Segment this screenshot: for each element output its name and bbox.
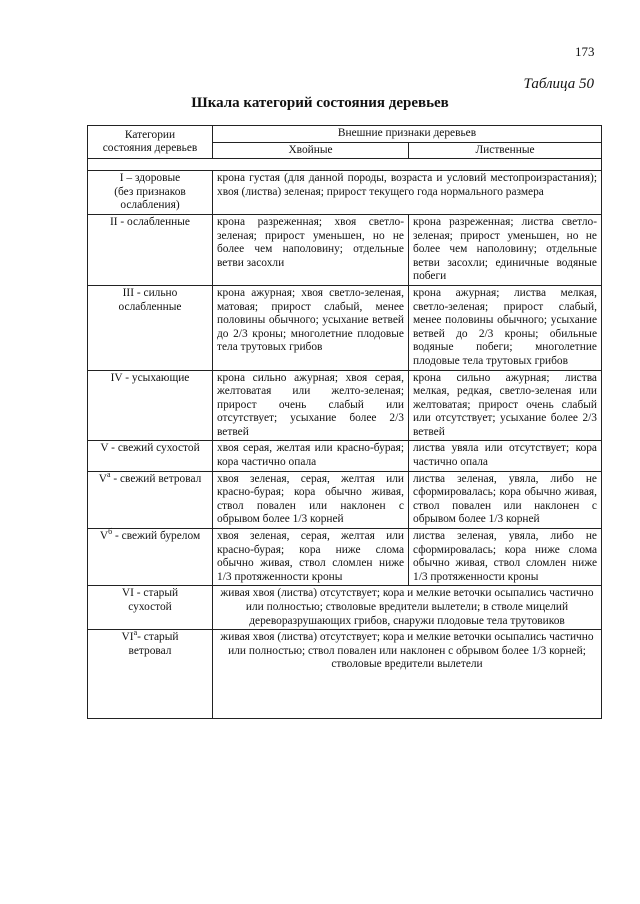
header-category-line1: Категории [124,128,176,141]
table-row [88,471,602,528]
header-conifers: Хвойные [213,142,409,159]
table-row [88,630,602,719]
header-category [88,126,213,159]
table-row [88,370,602,441]
header-signs: Внешние признаки деревьев [213,126,602,143]
conifer-cell: крона ажурная; хвоя светло-зеленая, матовая; прирост слабый, менее половины обычного; усыхание ветвей до 2/3 кроны; многолетние плодовые тела трутовых грибов [213,285,409,370]
category-line: VI - старый [121,587,179,600]
table-row [88,214,602,285]
deciduous-cell: крона разреженная; листва светло-зеленая; прирост уменьшен, но не более чем наполовину; отдельные ветви засохли; единичные водяные побеги [409,214,602,285]
page-number: 173 [575,44,595,59]
table-row [88,285,602,370]
deciduous-cell: листва увяла или отсутствует; кора частично опала [409,441,602,471]
category-cell: V - свежий сухостой [88,441,213,471]
category-cell: II - ослабленные [88,214,213,285]
common-signs-cell: живая хвоя (листва) отсутствует; кора и мелкие веточки осыпались частично или полностью; ствол повален или наклонен с обрывом более 1/3 корней; стволовые вредители вылетели [213,630,602,719]
category-cell [88,529,213,586]
deciduous-cell: листва зеленая, увяла, либо не сформировалась; кора обычно живая, ствол повален или наклонен с обрывом более 1/3 корней [409,471,602,528]
deciduous-cell: листва зеленая, увяла, либо не сформировалась; кора ниже слома обычно живая, ствол сломлен ниже 1/3 протяженности кроны [409,529,602,586]
category-suffix: - свежий бурелом [112,530,201,543]
category-cell [88,630,213,719]
category-cell [88,586,213,630]
table-row [88,441,602,471]
conifer-cell: крона сильно ажурная; хвоя серая, желтоватая или желто-зеленая; прирост очень слабый или отсутствует; усыхание более 2/3 ветвей [213,370,409,441]
category-suffix: - свежий ветровал [110,472,202,485]
deciduous-cell: крона ажурная; листва мелкая, светло-зеленая; прирост слабый, менее половины обычного; усыхание ветвей до 2/3 кроны; обильные водяные побеги; многолетние плодовые тела трутовых грибов [409,285,602,370]
table-label: Таблица 50 [523,76,594,92]
conifer-cell: хвоя зеленая, серая, желтая или красно-бурая; кора ниже слома обычно живая, ствол сломлен ниже 1/3 протяженности кроны [213,529,409,586]
spacer-row [88,159,602,171]
table-row [88,586,602,630]
category-prefix: V [99,530,109,543]
page-title: Шкала категорий состояния деревьев [191,95,449,111]
category-line: III - сильно [122,286,178,299]
category-superscript: б [108,527,113,537]
category-prefix: VI [121,631,134,644]
category-cell [88,285,213,370]
category-cell [88,471,213,528]
category-suffix: - старый [137,631,179,644]
conifer-cell: хвоя зеленая, серая, желтая или красно-бурая; кора обычно живая, ствол повален или наклонен с обрывом более 1/3 корней [213,471,409,528]
table-row [88,529,602,586]
conifer-cell: крона разреженная; хвоя светло-зеленая; прирост уменьшен, но не более чем наполовину; отдельные ветви засохли [213,214,409,285]
table-row [88,171,602,215]
header-deciduous: Лиственные [409,142,602,159]
condition-scale-table [87,125,602,719]
conifer-cell: хвоя серая, желтая или красно-бурая; кора частично опала [213,441,409,471]
table-header-row [88,126,602,143]
category-line: I – здоровые [119,172,181,185]
common-signs-cell: крона густая (для данной породы, возраста и условий местопроизрастания); хвоя (листва) зеленая; прирост текущего года нормального размера [213,171,602,215]
category-line: сухостой [128,601,172,613]
deciduous-cell: крона сильно ажурная; листва мелкая, редкая, светло-зеленая или желтоватая; прирост очень слабый или отсутствует; усыхание более 2/3 ветвей [409,370,602,441]
category-line: ветровал [128,644,172,657]
category-line: ослабленные [118,300,182,313]
category-cell [88,171,213,215]
category-superscript: а [133,628,138,638]
category-superscript: а [106,469,111,479]
category-prefix: V [98,472,107,485]
category-cell: IV - усыхающие [88,370,213,441]
header-category-line2: состояния деревьев [102,142,198,155]
category-line: ослабления) [120,199,180,212]
common-signs-cell: живая хвоя (листва) отсутствует; кора и мелкие веточки осыпались частично или полностью; стволовые вредители вылетели; в стволе мицелий дереворазрушающих грибов, снаружи плодовые тела трутовиков [213,586,602,630]
category-line: (без признаков [114,185,186,198]
